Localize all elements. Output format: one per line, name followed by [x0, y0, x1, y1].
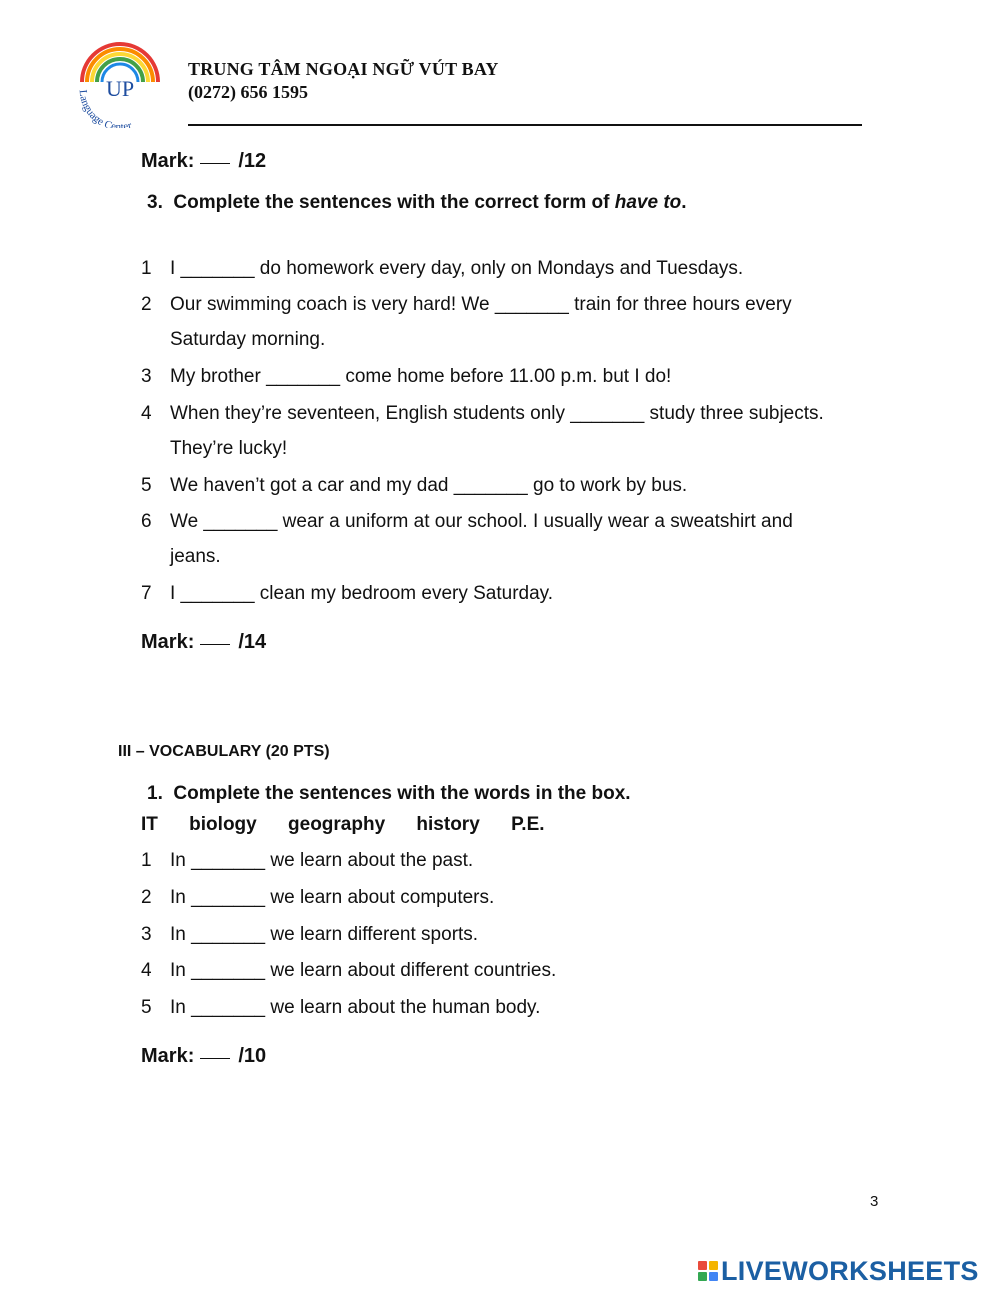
mark-blank[interactable]	[200, 1058, 230, 1059]
brand-block	[709, 1272, 718, 1281]
liveworksheets-brand[interactable]	[698, 1256, 979, 1286]
word: history	[416, 814, 480, 835]
mark-label: Mark:	[141, 1045, 195, 1067]
sentence-continued: jeans.	[170, 546, 221, 567]
item-number: 3	[141, 924, 152, 945]
logo-ring-text: Language Center	[76, 89, 134, 128]
item-number: 4	[141, 403, 152, 424]
mark-label: Mark:	[141, 631, 195, 653]
task-suffix: .	[681, 192, 687, 213]
item-number: 1	[141, 850, 152, 871]
word: biology	[189, 814, 257, 835]
word: IT	[141, 814, 158, 835]
task-number: 3.	[147, 192, 163, 213]
sentence[interactable]: I _______ do homework every day, only on Mondays and Tuesdays.	[170, 258, 744, 279]
mark-total: /12	[238, 150, 267, 172]
task-number: 1.	[147, 783, 163, 804]
mark-line	[141, 631, 266, 654]
mark-total: /10	[238, 1045, 267, 1067]
mark-total: /14	[238, 631, 267, 653]
sentence[interactable]: In _______ we learn about the human body.	[170, 997, 541, 1018]
task-emphasis: have to	[614, 192, 682, 213]
mark-label: Mark:	[141, 150, 195, 172]
sentence[interactable]: I _______ clean my bedroom every Saturday.	[170, 583, 554, 604]
brand-name: LIVEWORKSHEETS	[721, 1255, 979, 1286]
sentence[interactable]: My brother _______ come home before 11.00 p.m. but I do!	[170, 366, 672, 387]
item-number: 3	[141, 366, 152, 387]
item-number: 4	[141, 960, 152, 981]
school-name: TRUNG TÂM NGOẠI NGỮ VÚT BAY	[188, 59, 499, 79]
sentence[interactable]: In _______ we learn different sports.	[170, 924, 479, 945]
task-prefix: Complete the sentences with the correct form of	[173, 192, 615, 213]
word: geography	[288, 814, 386, 835]
header-divider	[188, 124, 862, 126]
item-number: 7	[141, 583, 152, 604]
mark-line	[141, 1045, 266, 1068]
section-title: III – VOCABULARY (20 PTS)	[118, 743, 330, 760]
sentence[interactable]: In _______ we learn about different countries.	[170, 960, 557, 981]
mark-line	[141, 150, 266, 173]
item-number: 6	[141, 511, 152, 532]
page-number: 3	[870, 1193, 879, 1210]
item-number: 2	[141, 887, 152, 908]
sentence[interactable]: In _______ we learn about the past.	[170, 850, 474, 871]
sentence-continued: Saturday morning.	[170, 329, 326, 350]
school-logo	[74, 36, 166, 128]
item-number: 5	[141, 997, 152, 1018]
sentence[interactable]: Our swimming coach is very hard! We _______ train for three hours every	[170, 294, 792, 315]
sentence[interactable]: In _______ we learn about computers.	[170, 887, 495, 908]
item-number: 1	[141, 258, 152, 279]
brand-block	[698, 1272, 707, 1281]
vocab-task-heading	[147, 783, 631, 805]
sentence-continued: They’re lucky!	[170, 438, 288, 459]
brand-blocks-icon	[698, 1261, 718, 1281]
mark-blank[interactable]	[200, 644, 230, 645]
mark-blank[interactable]	[200, 163, 230, 164]
item-number: 2	[141, 294, 152, 315]
sentence[interactable]: We _______ wear a uniform at our school. I usually wear a sweatshirt and	[170, 511, 793, 532]
sentence[interactable]: We haven’t got a car and my dad _______ go to work by bus.	[170, 475, 688, 496]
sentence[interactable]: When they’re seventeen, English students only _______ study three subjects.	[170, 403, 824, 424]
brand-block	[709, 1261, 718, 1270]
item-number: 5	[141, 475, 152, 496]
task-heading	[147, 192, 687, 214]
brand-block	[698, 1261, 707, 1270]
school-phone: (0272) 656 1595	[188, 82, 308, 102]
word: P.E.	[511, 814, 545, 835]
logo-text: UP	[105, 76, 135, 101]
task-title: Complete the sentences with the words in the box.	[173, 783, 631, 804]
word-box	[141, 814, 571, 836]
